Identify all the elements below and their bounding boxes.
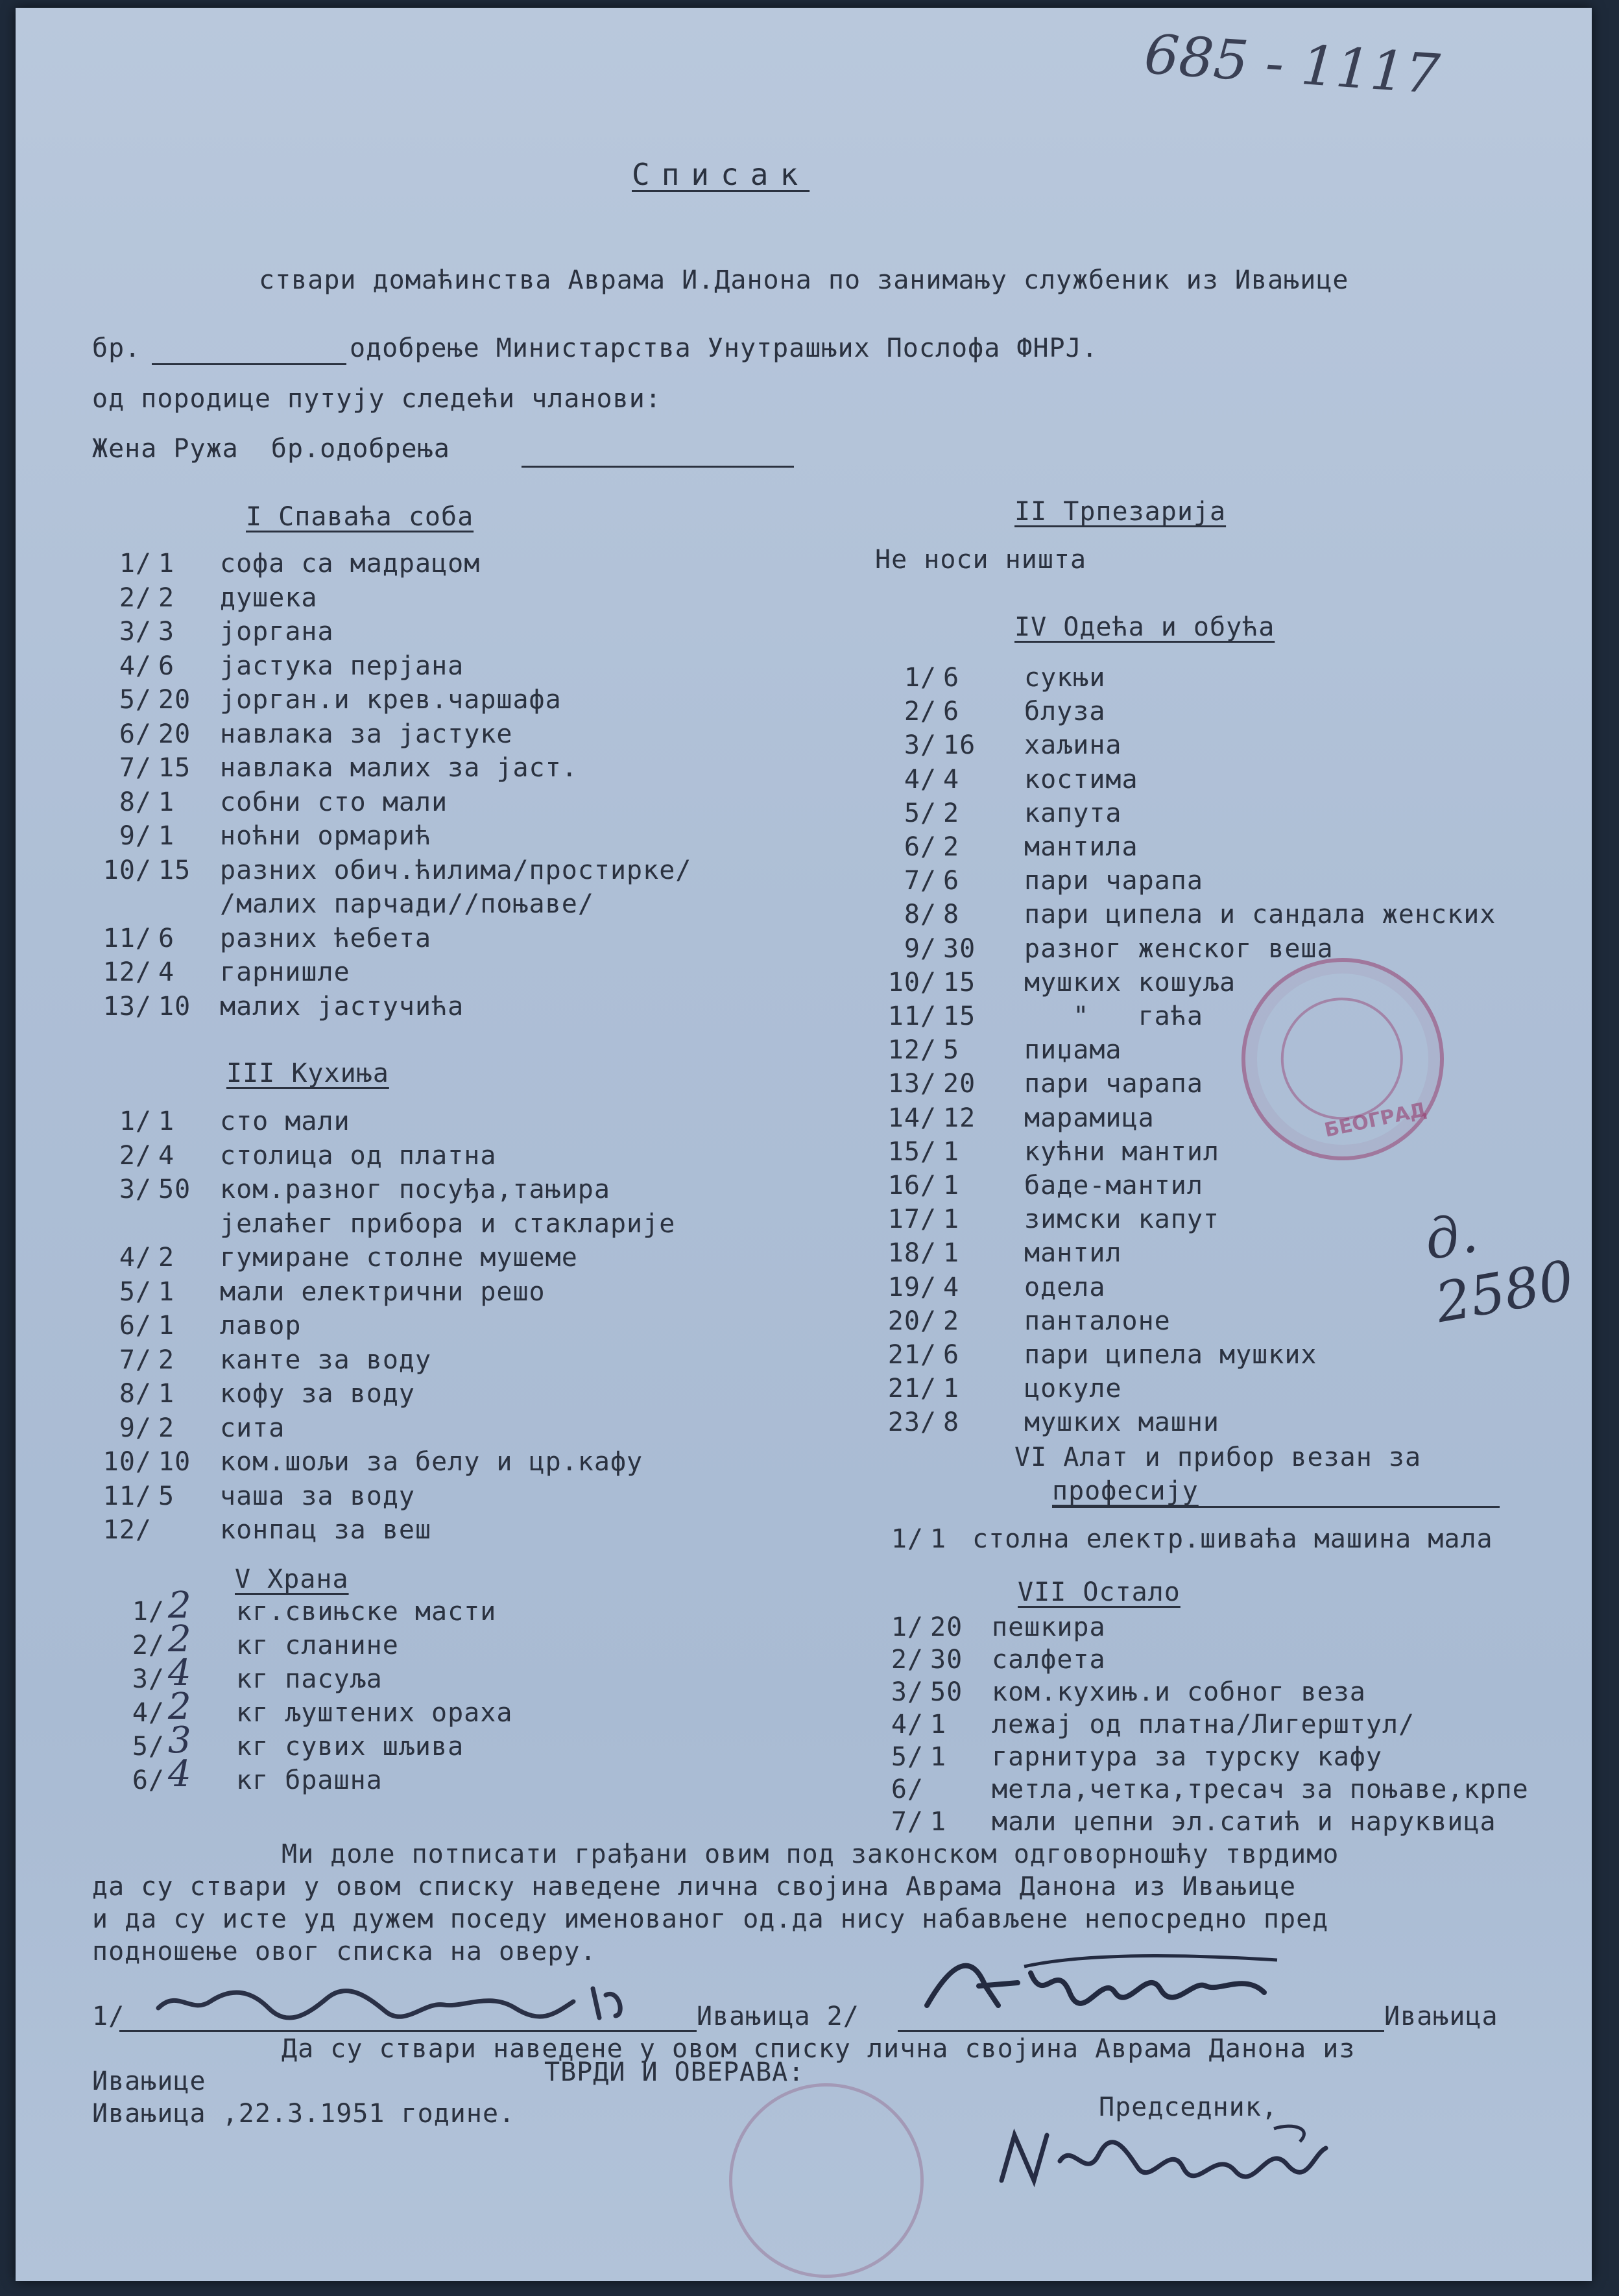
item-number: 6/ [904,832,937,862]
wife-approval-blank [522,466,794,468]
tools-heading-rule [1052,1506,1500,1508]
item-number: 5/ [119,685,152,715]
item-number: 11/ [102,1481,152,1511]
item-text: салфета [992,1645,1106,1675]
item-quantity: 30 [930,1645,963,1675]
item-number: 10/ [102,855,152,885]
list-item [862,1644,1106,1676]
declaration-line-2: да су ствари у овом списку наведене лична својина Аврама Данона из Ивањице [92,1872,1297,1902]
item-text: пари ципела и сандала женских [1024,900,1496,930]
item-text: кг брашна [236,1765,383,1795]
item-quantity: 5 [158,1481,175,1511]
list-item [74,1208,675,1240]
item-quantity: 15 [943,967,976,998]
item-quantity: 1 [943,1374,960,1404]
section-heading-clothing: IV Одећа и обућа [1014,612,1275,642]
item-text: пари ципела мушких [1024,1340,1317,1370]
item-text: лежај од платна/Лигерштул/ [992,1710,1415,1740]
item-text: сукњи [1024,663,1106,693]
item-quantity: 4 [158,1140,175,1171]
item-quantity: 20 [158,685,191,715]
item-quantity: 1 [943,1136,960,1167]
item-text: " гаћа [1024,1001,1203,1031]
item-quantity: 4 [943,764,960,795]
list-item [74,1241,578,1274]
item-quantity: 50 [930,1677,963,1707]
list-item [74,956,350,988]
item-quantity: 20 [158,719,191,749]
item-number: 17/ [887,1204,937,1235]
list-item [875,1305,1171,1337]
list-item [862,1523,1493,1555]
item-number: 10/ [102,1447,152,1477]
date-line: Ивањица ,22.3.1951 године. [92,2099,516,2129]
item-text: ком.шољи за белу и цр.кафу [220,1447,643,1477]
item-number: 11/ [102,923,152,953]
list-item [74,1663,383,1695]
item-text: навлака за јастуке [220,719,513,749]
list-item [74,752,578,784]
item-quantity: 1 [158,821,175,851]
list-item [74,1730,464,1763]
list-item [875,1237,1122,1269]
faded-stamp-bottom [729,2083,924,2278]
item-text: разног женског веша [1024,933,1334,964]
list-item [74,820,431,852]
section-heading-dining: II Трпезарија [1014,497,1227,527]
item-text: ком.кухињ.и собног веза [992,1677,1366,1707]
item-text: разних ћебета [220,923,432,953]
item-quantity: 2 [158,1413,175,1443]
item-quantity: 1 [158,1379,175,1409]
list-item [74,990,464,1023]
document-title: Списак [632,157,810,192]
item-text: одела [1024,1272,1106,1302]
list-item [875,1372,1122,1405]
item-text: мали електрични решо [220,1276,546,1307]
item-number: 7/ [891,1807,924,1837]
item-text: конпац за веш [220,1515,432,1545]
item-quantity: 1 [930,1710,947,1740]
list-item [875,695,1105,728]
list-item [862,1708,1415,1741]
item-number: 9/ [119,1413,152,1443]
item-text: кг пасуља [236,1664,383,1694]
item-number: 12/ [102,957,152,987]
item-quantity: 20 [930,1612,963,1642]
list-item [74,1596,496,1628]
item-text: столица од платна [220,1140,497,1171]
item-text: сита [220,1413,285,1443]
item-number: 10/ [887,967,937,998]
list-item [862,1611,1106,1644]
item-text: зимски капут [1024,1204,1219,1235]
item-quantity: 1 [943,1238,960,1269]
item-quantity: 6 [943,1340,960,1370]
item-text: чаша за воду [220,1481,415,1511]
item-quantity: 15 [158,753,191,783]
item-text: капута [1024,798,1122,828]
item-number: 23/ [887,1407,937,1438]
item-text: цокуле [1024,1374,1122,1404]
item-number: 11/ [887,1001,937,1031]
item-number: 13/ [887,1069,937,1099]
intro-line-2-prefix: бр. [92,333,141,363]
item-text: кг сланине [236,1631,399,1660]
item-number: 15/ [887,1136,937,1167]
list-item [875,966,1236,999]
item-text: канте за воду [220,1345,432,1375]
item-number: 19/ [887,1272,937,1302]
item-number: 14/ [887,1103,937,1133]
item-number: 4/ [119,1243,152,1273]
item-text: пиџама [1024,1035,1122,1066]
item-number: 3/ [119,1175,152,1204]
item-quantity: 50 [158,1175,191,1204]
declaration-line-3: и да су исте уд дужем поседу именованог од.да нису набављене непосредно пред [92,1904,1329,1934]
intro-line-4: Жена Ружа бр.одобрења [92,434,450,464]
list-item [74,888,594,920]
item-text: мали џепни эл.сатић и наруквица [992,1807,1496,1837]
item-quantity: 1 [158,1311,175,1341]
list-item [74,1105,350,1138]
item-text: /малих парчади//поњаве/ [220,889,594,919]
item-text: мушких кошуља [1024,967,1236,998]
item-text: гарнишле [220,957,350,987]
item-quantity: 6 [943,866,960,896]
item-number: 1/ [891,1612,924,1642]
item-text: кофу за воду [220,1379,415,1409]
list-item [74,684,562,716]
item-quantity: 1 [158,549,175,579]
certification-place: Ивањице [92,2066,206,2096]
item-number: 7/ [904,866,937,896]
item-number: 6/ [132,1765,165,1795]
item-number: 8/ [119,787,152,817]
witness-1-signature-line [119,2030,697,2032]
item-text: ноћни ормарић [220,821,432,851]
item-number: 2/ [891,1645,924,1675]
item-number: 9/ [119,821,152,851]
item-quantity: 1 [930,1524,947,1554]
item-text: кг.свињске масти [236,1597,497,1627]
president-label: Председник, [1099,2092,1278,2122]
list-item [74,718,512,750]
item-number: 3/ [132,1664,165,1694]
list-item [875,1203,1219,1236]
list-item [74,1140,496,1172]
section-heading-kitchen: III Кухиња [226,1058,389,1088]
item-number: 4/ [891,1710,924,1740]
item-quantity: 3 [158,617,175,647]
item-text: блуза [1024,697,1106,727]
witness-2-place: Ивањица [1384,2002,1498,2031]
item-number: 6/ [891,1775,924,1804]
list-item [74,1309,301,1342]
item-quantity: 1 [930,1742,947,1772]
item-number: 1/ [119,1106,152,1136]
item-quantity: 6 [158,651,175,681]
item-number: 2/ [132,1631,165,1660]
item-number: 1/ [119,549,152,579]
item-quantity: 15 [158,855,191,885]
item-quantity: 1 [158,1106,175,1136]
item-text: гумиране столне мушеме [220,1243,578,1273]
item-number: 8/ [904,900,937,930]
item-number: 7/ [119,1345,152,1375]
item-quantity: 15 [943,1001,976,1031]
section-heading-food: V Храна [235,1564,349,1594]
item-number: 21/ [887,1374,937,1404]
item-quantity: 10 [158,991,191,1022]
list-item [875,1339,1317,1371]
item-number: 9/ [904,933,937,964]
item-number: 5/ [119,1276,152,1307]
list-item [875,898,1496,931]
item-quantity: 2 [158,1243,175,1273]
item-number: 1/ [904,663,937,693]
item-number: 6/ [119,1311,152,1341]
item-number: 3/ [904,730,937,761]
list-item [74,1412,285,1444]
item-text: мантил [1024,1238,1122,1269]
item-text: сто мали [220,1106,350,1136]
item-number: 4/ [119,651,152,681]
list-item [74,1344,431,1376]
item-quantity: 6 [943,663,960,693]
item-number: 13/ [102,991,152,1022]
list-item [74,650,464,682]
item-text: јелаћег прибора и стакларије [220,1208,676,1239]
item-text: хаљина [1024,730,1122,761]
intro-line-1: ствари домаћинства Аврама И.Данона по занимању службеник из Ивањице [259,265,1349,295]
list-item [74,547,480,580]
list-item [74,854,691,887]
declaration-line-4: подношење овог списка на оверу. [92,1937,597,1967]
item-text: костима [1024,764,1138,795]
item-number: 18/ [887,1238,937,1269]
list-item [74,1276,546,1308]
item-quantity: 8 [943,900,960,930]
item-quantity: 2 [943,798,960,828]
item-quantity: 20 [943,1069,976,1099]
witness-1-signature [152,1976,645,2021]
declaration-line-1: Ми доле потписати грађани овим под законском одговорношћу тврдимо [282,1839,1339,1869]
official-stamp-right [1223,939,1463,1179]
section-heading-tools-2: професију [1052,1476,1199,1506]
list-item [862,1676,1366,1708]
witness-2-signature-line [898,2030,1384,2032]
intro-line-2-suffix: одобрење Министарства Унутрашњих Послофа ФНРЈ. [350,333,1098,363]
item-quantity: 30 [943,933,976,964]
certification-statement: ТВРДИ И ОВЕРАВА: [544,2057,805,2087]
approval-number-blank [152,363,346,365]
list-item [875,933,1334,965]
certification-line-1: Да су ствари наведене у овом списку лична својина Аврама Данона из [282,2034,1356,2064]
item-quantity: 4 [158,957,175,987]
list-item [875,1271,1105,1304]
item-quantity: 2 [943,832,960,862]
item-quantity: 12 [943,1103,976,1133]
item-quantity: 1 [943,1171,960,1201]
list-item [875,865,1203,897]
item-number: 20/ [887,1306,937,1336]
handwritten-registry-number: д. 2580 [1419,1201,1579,1335]
item-text: мантила [1024,832,1138,862]
item-text: марамица [1024,1103,1155,1133]
item-number: 2/ [119,1140,152,1171]
list-item [74,786,448,819]
item-text: јорган.и крев.чаршафа [220,685,562,715]
item-number: 8/ [119,1379,152,1409]
list-item [875,1034,1122,1066]
list-item [74,922,431,955]
list-item [875,1406,1219,1439]
list-item [875,1136,1219,1168]
list-item [74,1446,643,1478]
item-number: 7/ [119,753,152,783]
list-item [875,831,1138,863]
item-text: гарнитура за турску кафу [992,1742,1382,1772]
item-text: душека [220,582,318,613]
list-item [74,582,318,614]
item-text: лавор [220,1311,302,1341]
item-number: 12/ [887,1035,937,1066]
item-quantity: 1 [158,787,175,817]
item-text: столна електр.шиваћа машина мала [972,1524,1493,1554]
list-item [74,1629,399,1662]
list-item [875,662,1105,694]
list-item [875,763,1138,796]
list-item [875,729,1122,761]
item-number: 12/ [102,1515,152,1545]
list-item [862,1806,1496,1838]
item-text: мушких машни [1024,1407,1219,1438]
dining-note: Не носи ништа [875,545,1087,575]
list-item [875,1068,1203,1100]
witness-1-number: 1/ [92,2002,125,2031]
item-text: ком.разног посуђа,тањира [220,1175,610,1204]
item-text: софа са мадрацом [220,549,481,579]
item-text: собни сто мали [220,787,448,817]
item-number: 16/ [887,1171,937,1201]
item-text: пешкира [992,1612,1106,1642]
list-item [862,1773,1529,1806]
item-number: 5/ [904,798,937,828]
item-text: малих јастучића [220,991,464,1022]
item-text: панталоне [1024,1306,1171,1336]
item-number: 2/ [119,582,152,613]
item-number: 2/ [904,697,937,727]
item-quantity: 1 [943,1204,960,1235]
list-item [74,1764,383,1797]
list-item [862,1741,1382,1773]
item-quantity: 6 [158,923,175,953]
list-item [74,1480,415,1513]
list-item [74,1378,415,1410]
list-item [875,1000,1203,1033]
list-item [875,797,1122,830]
item-quantity: 2 [158,582,175,613]
item-quantity: 1 [158,1276,175,1307]
item-number: 1/ [891,1524,924,1554]
item-text: кг љуштених ораха [236,1698,513,1728]
witness-1-place: Ивањица 2/ [697,2002,859,2031]
item-text: навлака малих за јаст. [220,753,578,783]
item-text: метла,четка,тресач за поњаве,крпе [992,1775,1529,1804]
item-quantity: 8 [943,1407,960,1438]
item-number: 3/ [891,1677,924,1707]
item-quantity: 16 [943,730,976,761]
item-text: јастука перјана [220,651,464,681]
list-item [74,1514,431,1546]
item-quantity: 10 [158,1447,191,1477]
item-number: 4/ [132,1698,165,1728]
item-text: баде-мантил [1024,1171,1203,1201]
section-heading-tools-1: VI Алат и прибор везан за [1014,1442,1422,1472]
list-item [74,1697,512,1729]
list-item [74,1173,610,1206]
item-text: кг сувих шљива [236,1732,464,1762]
section-heading-bedroom: I Спаваћа соба [246,502,474,532]
section-heading-other: VII Остало [1018,1577,1181,1607]
item-number: 3/ [119,617,152,647]
item-number: 21/ [887,1340,937,1370]
item-quantity: 2 [158,1345,175,1375]
item-text: јоргана [220,617,334,647]
item-quantity: 4 [943,1272,960,1302]
president-signature [989,2116,1352,2200]
list-item [875,1102,1155,1134]
item-number: 4/ [904,764,937,795]
corner-archive-note: 685 - 1117 [1142,22,1442,106]
item-quantity: 6 [943,697,960,727]
item-number: 1/ [132,1597,165,1627]
item-quantity: 2 [943,1306,960,1336]
list-item [875,1169,1203,1202]
item-text: пари чарапа [1024,1069,1203,1099]
food-qty-handwritten: 2 2 4 2 3 4 [168,1584,191,1795]
item-text: разних обич.ћилима/простирке/ [220,855,692,885]
document-page [16,8,1592,2281]
stamp-city-text: БЕОГРАД [1322,1098,1429,1142]
list-item [74,616,334,648]
intro-line-3: од породице путују следећи чланови: [92,384,662,414]
item-text: пари чарапа [1024,866,1203,896]
item-number: 5/ [132,1732,165,1762]
item-number: 6/ [119,719,152,749]
item-quantity: 1 [930,1807,947,1837]
item-number: 5/ [891,1742,924,1772]
item-text: кућни мантил [1024,1136,1219,1167]
item-quantity: 5 [943,1035,960,1066]
witness-2-signature [914,1947,1303,2018]
